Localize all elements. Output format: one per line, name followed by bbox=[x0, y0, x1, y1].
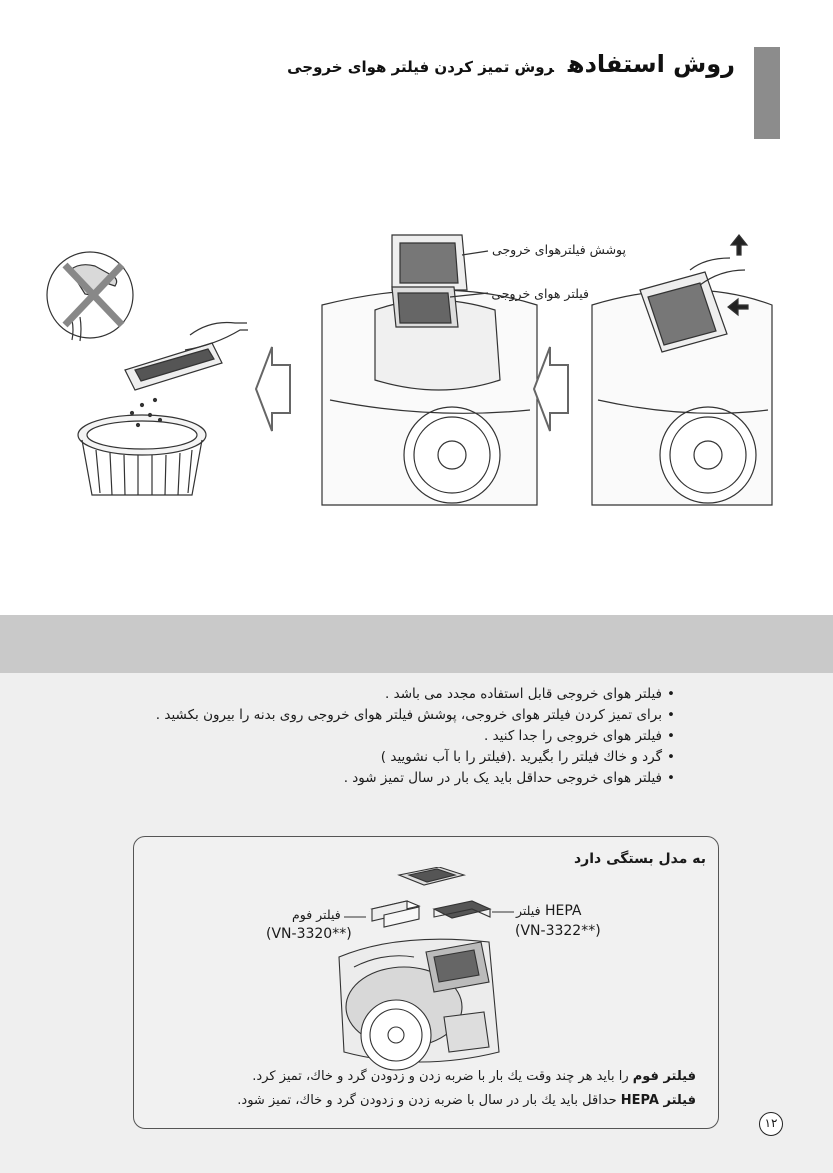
trash-bin-icon bbox=[78, 415, 206, 495]
foam-filter-model: (VN-3320**) bbox=[266, 926, 352, 942]
step-arrow-icon bbox=[256, 347, 290, 431]
hepa-filter-model: (VN-3322**) bbox=[515, 923, 601, 939]
page-number: ١٢ bbox=[759, 1112, 783, 1136]
list-item: • گرد و خاك فيلتر را بگيريد .(فيلتر را با آب نشوييد ) bbox=[55, 747, 675, 768]
callout-filter: فيلتر هواى خروجى bbox=[491, 286, 589, 301]
model-info-box bbox=[133, 836, 719, 1129]
title-main: روش استفاده bbox=[567, 50, 735, 78]
foam-note-bold: فيلتر فوم bbox=[632, 1069, 696, 1084]
title-sub: روش تميز كردن فيلتر هواى خروجى bbox=[287, 58, 554, 76]
cleaning-steps-illustration bbox=[0, 225, 833, 525]
step-arrow-icon bbox=[534, 347, 568, 431]
hepa-filter-note bbox=[237, 1093, 696, 1108]
section-tab bbox=[754, 47, 780, 139]
box-illustration bbox=[134, 867, 720, 1097]
hepa-filter-brand: HEPA bbox=[545, 903, 582, 919]
callout-cover: پوشش فيلترهواى خروجى bbox=[492, 242, 626, 257]
hepa-filter-word: فيلتر bbox=[516, 903, 541, 918]
notes-list bbox=[55, 684, 675, 789]
list-item: • براى تميز كردن فيلتر هواى خروجى، پوشش فيلتر هواى خروجى روى بدنه را بيرون بكشيد . bbox=[55, 705, 675, 726]
vacuum-lift-cover-icon bbox=[592, 235, 772, 505]
list-item: • فيلتر هواى خروجى قابل استفاده مجدد مى باشد . bbox=[55, 684, 675, 705]
hepa-note-text: حداقل بايد يك بار در سال با ضربه زدن و زدودن گرد و خاك، تميز شود. bbox=[237, 1093, 621, 1108]
notes-header-band bbox=[0, 615, 833, 673]
steps-drawing bbox=[0, 225, 833, 525]
vacuum-filter-removed-icon bbox=[322, 235, 537, 505]
box-heading: به مدل بستگى دارد bbox=[573, 851, 706, 867]
foam-note-text: را بايد هر چند وقت يك بار با ضربه زدن و زدودن گرد و خاك، تميز كرد. bbox=[252, 1069, 633, 1084]
no-water-icon bbox=[47, 252, 133, 341]
hepa-filter-label bbox=[516, 903, 582, 919]
hepa-note-bold: فيلتر HEPA bbox=[620, 1093, 696, 1108]
list-item: • فيلتر هواى خروجى را جدا كنيد . bbox=[55, 726, 675, 747]
foam-filter-note bbox=[252, 1069, 696, 1084]
list-item: • فيلتر هواى خروجى حداقل بايد يک بار در سال تميز شود . bbox=[55, 768, 675, 789]
filter-tap-icon bbox=[125, 323, 248, 427]
page-title bbox=[287, 50, 735, 78]
foam-filter-label: فيلتر فوم bbox=[292, 907, 341, 922]
